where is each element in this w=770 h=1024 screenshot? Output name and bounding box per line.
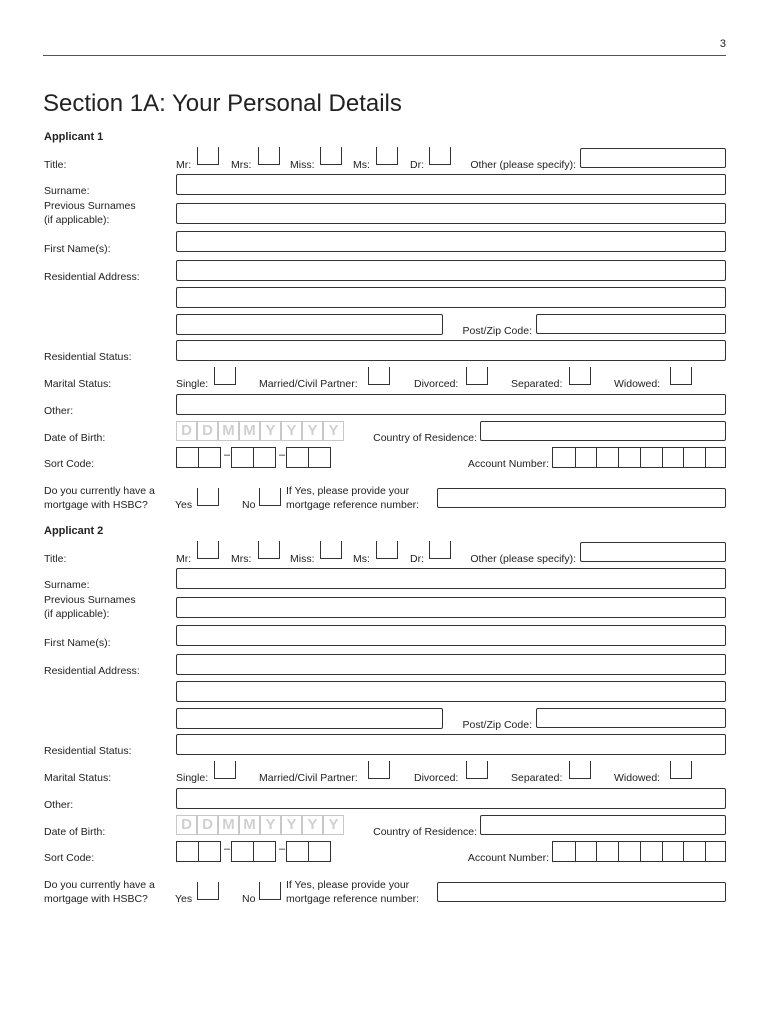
a1-title-miss-checkbox[interactable] xyxy=(320,147,342,165)
a1-applicant-heading: Applicant 1 xyxy=(44,131,104,143)
a1-postzip-label: Post/Zip Code: xyxy=(462,325,532,337)
a1-first-names-input[interactable] xyxy=(176,231,726,252)
a2-marital-widowed-checkbox[interactable] xyxy=(670,761,692,779)
a1-account-number-label: Account Number: xyxy=(467,458,549,470)
a2-mortgage-reference-input[interactable] xyxy=(437,882,726,902)
a2-dob-label: Date of Birth: xyxy=(44,826,106,838)
a1-previous-surnames-input[interactable] xyxy=(176,203,726,224)
a1-if-yes-line2: mortgage reference number: xyxy=(286,499,420,511)
a1-surname-label: Surname: xyxy=(44,185,90,197)
a1-dob-cell[interactable]: Y xyxy=(302,421,323,441)
a1-title-other-label: Other (please specify): xyxy=(470,159,576,171)
a2-dob-cell[interactable]: D xyxy=(197,815,218,835)
a1-address-label: Residential Address: xyxy=(44,271,140,283)
a2-title-label: Title: xyxy=(44,553,67,565)
a2-sort-code-dash: – xyxy=(224,843,231,855)
a1-mortgage-yes-label: Yes xyxy=(175,499,193,511)
a1-address-line3-input[interactable] xyxy=(176,314,443,335)
a1-sort-code-part1[interactable] xyxy=(176,447,221,468)
a1-sort-code-part2[interactable] xyxy=(231,447,276,468)
a1-title-ms-checkbox[interactable] xyxy=(376,147,398,165)
a2-residential-status-input[interactable] xyxy=(176,734,726,755)
a1-other-label: Other: xyxy=(44,405,74,417)
a1-title-other-input[interactable] xyxy=(580,148,726,168)
a2-marital-widowed-label: Widowed: xyxy=(614,772,661,784)
a1-dob-cell[interactable]: M xyxy=(239,421,260,441)
a2-sort-code-part2[interactable] xyxy=(231,841,276,862)
a2-first-names-label: First Name(s): xyxy=(44,637,111,649)
a2-title-miss-label: Miss: xyxy=(290,553,315,565)
a1-marital-divorced-label: Divorced: xyxy=(414,378,459,390)
a1-marital-separated-checkbox[interactable] xyxy=(569,367,591,385)
a2-mortgage-no-checkbox[interactable] xyxy=(259,882,281,900)
a1-mortgage-reference-input[interactable] xyxy=(437,488,726,508)
a2-address-label: Residential Address: xyxy=(44,665,140,677)
a2-marital-married-label: Married/Civil Partner: xyxy=(259,772,358,784)
a2-country-label: Country of Residence: xyxy=(373,826,477,838)
a2-title-ms-label: Ms: xyxy=(353,553,370,565)
a1-country-input[interactable] xyxy=(480,421,726,441)
a2-sort-code-dash: – xyxy=(279,843,286,855)
a2-mortgage-yes-label: Yes xyxy=(175,893,193,905)
a1-dob-cell[interactable]: M xyxy=(218,421,239,441)
a2-if-yes-line1: If Yes, please provide your xyxy=(286,879,410,891)
a2-account-number-input[interactable] xyxy=(552,841,726,862)
a1-marital-separated-label: Separated: xyxy=(511,378,563,390)
a1-title-mr-checkbox[interactable] xyxy=(197,147,219,165)
a2-marital-divorced-checkbox[interactable] xyxy=(466,761,488,779)
a1-mortgage-no-label: No xyxy=(242,499,256,511)
a2-mortgage-question-line1: Do you currently have a xyxy=(44,879,155,891)
a1-mortgage-question-line1: Do you currently have a xyxy=(44,485,155,497)
a2-title-mr-checkbox[interactable] xyxy=(197,541,219,559)
a1-marital-single-label: Single: xyxy=(176,378,209,390)
a2-other-label: Other: xyxy=(44,799,74,811)
a1-account-number-input[interactable] xyxy=(552,447,726,468)
a1-if-yes-line1: If Yes, please provide your xyxy=(286,485,410,497)
a1-dob-cell[interactable]: Y xyxy=(260,421,281,441)
a1-sort-code-dash: – xyxy=(224,449,231,461)
a2-title-dr-checkbox[interactable] xyxy=(429,541,451,559)
a1-mortgage-yes-checkbox[interactable] xyxy=(197,488,219,506)
a2-surname-input[interactable] xyxy=(176,568,726,589)
a2-address-line1-input[interactable] xyxy=(176,654,726,675)
a2-residential-status-label: Residential Status: xyxy=(44,745,132,757)
a1-marital-status-label: Marital Status: xyxy=(44,378,112,390)
a1-title-ms-label: Ms: xyxy=(353,159,370,171)
a2-dob-cell[interactable]: Y xyxy=(323,815,344,835)
a2-title-mrs-checkbox[interactable] xyxy=(258,541,280,559)
a2-title-ms-checkbox[interactable] xyxy=(376,541,398,559)
a2-mortgage-no-label: No xyxy=(242,893,256,905)
a2-marital-status-label: Marital Status: xyxy=(44,772,112,784)
a1-sort-code-part3[interactable] xyxy=(286,447,331,468)
a2-dob-cell[interactable]: M xyxy=(218,815,239,835)
a1-dob-label: Date of Birth: xyxy=(44,432,106,444)
a2-marital-separated-label: Separated: xyxy=(511,772,563,784)
a1-if-applicable-label: (if applicable): xyxy=(44,214,110,226)
a2-other-input[interactable] xyxy=(176,788,726,809)
a1-previous-surnames-label: Previous Surnames xyxy=(44,200,136,212)
a2-title-mr-label: Mr: xyxy=(176,553,192,565)
a2-postzip-input[interactable] xyxy=(536,708,726,728)
a2-mortgage-question-line2: mortgage with HSBC? xyxy=(44,893,148,905)
a1-marital-widowed-label: Widowed: xyxy=(614,378,661,390)
a1-other-input[interactable] xyxy=(176,394,726,415)
a1-dob-cell[interactable]: D xyxy=(176,421,197,441)
a2-title-dr-label: Dr: xyxy=(410,553,424,565)
a2-dob-cell[interactable]: M xyxy=(239,815,260,835)
a2-country-input[interactable] xyxy=(480,815,726,835)
a1-dob-cell[interactable]: Y xyxy=(281,421,302,441)
a2-address-line3-input[interactable] xyxy=(176,708,443,729)
a2-dob-cell[interactable]: Y xyxy=(302,815,323,835)
a2-address-line2-input[interactable] xyxy=(176,681,726,702)
a1-title-mr-label: Mr: xyxy=(176,159,192,171)
a2-previous-surnames-label: Previous Surnames xyxy=(44,594,136,606)
a1-marital-single-checkbox[interactable] xyxy=(214,367,236,385)
a2-sort-code-part3[interactable] xyxy=(286,841,331,862)
a2-marital-single-checkbox[interactable] xyxy=(214,761,236,779)
a1-marital-widowed-checkbox[interactable] xyxy=(670,367,692,385)
header-rule xyxy=(43,55,726,56)
a2-applicant-heading: Applicant 2 xyxy=(44,525,104,537)
a2-title-miss-checkbox[interactable] xyxy=(320,541,342,559)
a2-if-yes-line2: mortgage reference number: xyxy=(286,893,420,905)
a2-postzip-label: Post/Zip Code: xyxy=(462,719,532,731)
a1-dob-cell[interactable]: Y xyxy=(323,421,344,441)
a2-marital-married-checkbox[interactable] xyxy=(368,761,390,779)
a1-title-dr-checkbox[interactable] xyxy=(429,147,451,165)
page-number: 3 xyxy=(719,38,726,50)
a2-dob-cell[interactable]: Y xyxy=(281,815,302,835)
a2-mortgage-yes-checkbox[interactable] xyxy=(197,882,219,900)
a1-title-dr-label: Dr: xyxy=(410,159,424,171)
a1-mortgage-question-line2: mortgage with HSBC? xyxy=(44,499,148,511)
a1-surname-input[interactable] xyxy=(176,174,726,195)
a2-dob-cell[interactable]: D xyxy=(176,815,197,835)
a1-marital-married-checkbox[interactable] xyxy=(368,367,390,385)
a1-title-mrs-checkbox[interactable] xyxy=(258,147,280,165)
a1-address-line1-input[interactable] xyxy=(176,260,726,281)
a2-sort-code-label: Sort Code: xyxy=(44,852,95,864)
a2-title-other-input[interactable] xyxy=(580,542,726,562)
a1-country-label: Country of Residence: xyxy=(373,432,477,444)
a1-postzip-input[interactable] xyxy=(536,314,726,334)
a1-title-miss-label: Miss: xyxy=(290,159,315,171)
a2-account-number-label: Account Number: xyxy=(467,852,549,864)
a2-previous-surnames-input[interactable] xyxy=(176,597,726,618)
a1-dob-cell[interactable]: D xyxy=(197,421,218,441)
a1-residential-status-label: Residential Status: xyxy=(44,351,132,363)
a1-address-line2-input[interactable] xyxy=(176,287,726,308)
section-title: Section 1A: Your Personal Details xyxy=(43,90,402,117)
a2-marital-separated-checkbox[interactable] xyxy=(569,761,591,779)
a1-marital-divorced-checkbox[interactable] xyxy=(466,367,488,385)
a1-sort-code-dash: – xyxy=(279,449,286,461)
a1-title-label: Title: xyxy=(44,159,67,171)
a2-surname-label: Surname: xyxy=(44,579,90,591)
a2-marital-single-label: Single: xyxy=(176,772,209,784)
a1-title-mrs-label: Mrs: xyxy=(231,159,252,171)
a1-residential-status-input[interactable] xyxy=(176,340,726,361)
a2-if-applicable-label: (if applicable): xyxy=(44,608,110,620)
a2-title-other-label: Other (please specify): xyxy=(470,553,576,565)
a2-sort-code-part1[interactable] xyxy=(176,841,221,862)
a2-title-mrs-label: Mrs: xyxy=(231,553,252,565)
a1-marital-married-label: Married/Civil Partner: xyxy=(259,378,358,390)
a1-mortgage-no-checkbox[interactable] xyxy=(259,488,281,506)
a1-first-names-label: First Name(s): xyxy=(44,243,111,255)
a1-sort-code-label: Sort Code: xyxy=(44,458,95,470)
a2-dob-cell[interactable]: Y xyxy=(260,815,281,835)
a2-marital-divorced-label: Divorced: xyxy=(414,772,459,784)
a2-first-names-input[interactable] xyxy=(176,625,726,646)
